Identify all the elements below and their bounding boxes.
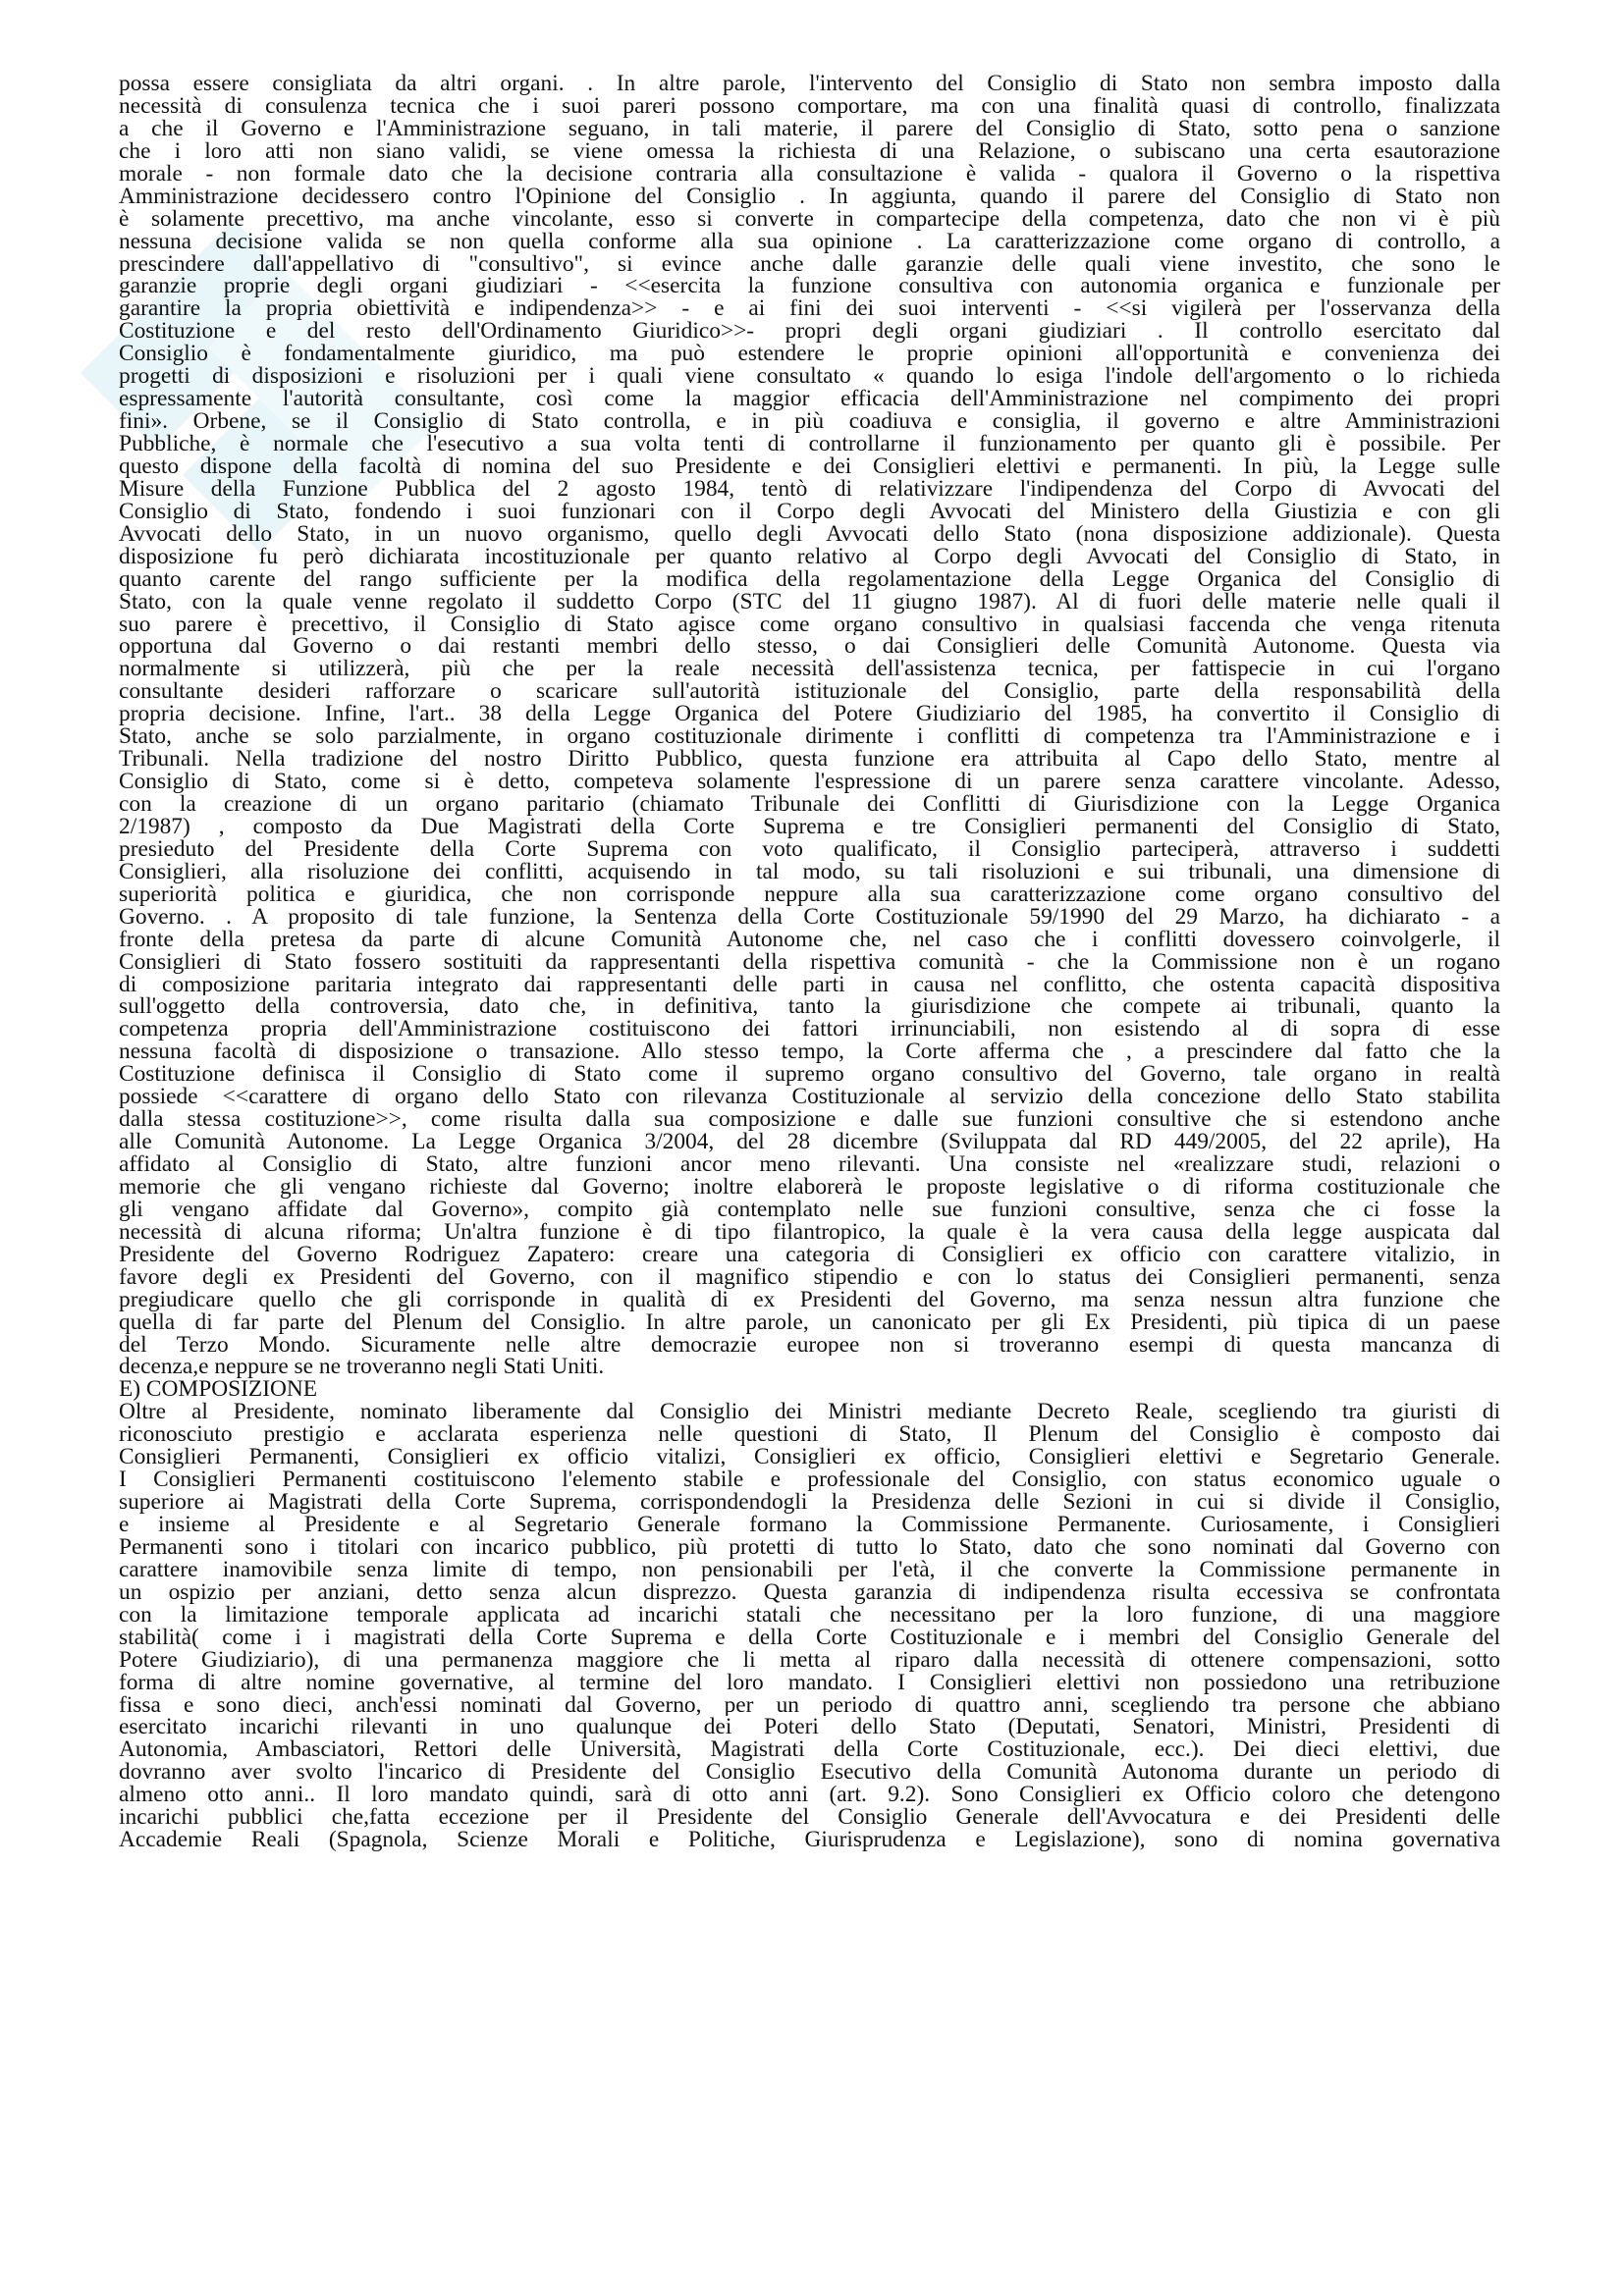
text-line: possiede <<carattere di organo dello Stato con rilevanza Costituzionale al servizio della concezione dello Stato stabilita <box>119 1086 1500 1109</box>
text-line: affidato al Consiglio di Stato, altre funzioni ancor meno rilevanti. Una consiste nel «realizzare studi, relazioni o <box>119 1153 1500 1176</box>
text-line: Consiglieri, alla risoluzione dei conflitti, acquisendo in tal modo, su tali risoluzioni e sui tribunali, una dimensione di <box>119 860 1500 883</box>
text-line: Governo. . A proposito di tale funzione, la Sentenza della Corte Costituzionale 59/1990 del 29 Marzo, ha dichiarato - a <box>119 905 1500 929</box>
text-line: con la limitazione temporale applicata ad incarichi statali che necessitano per la loro funzione, di una maggiore <box>119 1603 1500 1627</box>
text-line: memorie che gli vengano richieste dal Governo; inoltre elaborerà le proposte legislative o di riforma costituzionale che <box>119 1175 1500 1199</box>
text-line: fronte della pretesa da parte di alcune Comunità Autonome che, nel caso che i conflitti dovessero coinvolgerle, il <box>119 928 1500 951</box>
text-line: superiore ai Magistrati della Corte Suprema, corrispondendogli la Presidenza delle Sezioni in cui si divide il Consiglio, <box>119 1491 1500 1514</box>
text-line: propria decisione. Infine, l'art.. 38 della Legge Organica del Potere Giudiziario del 1985, ha convertito il Consiglio di <box>119 703 1500 726</box>
text-line: favore degli ex Presidenti del Governo, con il magnifico stipendio e con lo status dei Consiglieri permanenti, senza <box>119 1265 1500 1289</box>
text-line: garantire la propria obiettività e indipendenza>> - e ai fini dei suoi interventi - <<si vigilerà per l'osservanza della <box>119 297 1500 321</box>
section-heading: E) COMPOSIZIONE <box>119 1378 318 1402</box>
text-line: Consiglio di Stato, fondendo i suoi funzionari con il Corpo degli Avvocati del Ministero della Giustizia e con gli <box>119 500 1500 523</box>
text-line: dovranno aver svolto l'incarico di Presidente del Consiglio Esecutivo della Comunità Autonoma durante un periodo di <box>119 1761 1500 1785</box>
text-line: stabilità( come i i magistrati della Corte Suprema e della Corte Costituzionale e i membri del Consiglio Generale del <box>119 1626 1500 1649</box>
text-line: Costituzione e del resto dell'Ordinamento Giuridico>>- propri degli organi giudiziari . Il controllo esercitato dal <box>119 320 1500 344</box>
text-line: di composizione paritaria integrato dai rappresentanti delle parti in causa nel conflitto, che ostenta capacità dispositiva <box>119 973 1500 996</box>
text-line: dalla stessa costituzione>>, come risulta dalla sua composizione e dalle sue funzioni consultive che si estendono anche <box>119 1108 1500 1132</box>
text-line: superiorità politica e giuridica, che non corrisponde neppure alla sua caratterizzazione come organo consultivo del <box>119 882 1500 906</box>
text-line: presieduto del Presidente della Corte Suprema con voto qualificato, il Consiglio parteciperà, attraverso i suddetti <box>119 837 1500 861</box>
text-line: necessità di alcuna riforma; Un'altra funzione è di tipo filantropico, la quale è la vera causa della legge auspicata dal <box>119 1220 1500 1244</box>
text-line: Amministrazione decidessero contro l'Opinione del Consiglio . In aggiunta, quando il parere del Consiglio di Stato non <box>119 185 1500 208</box>
text-line: prescindere dall'appellativo di "consultivo", si evince anche dalle garanzie delle quali viene investito, che sono le <box>119 252 1500 276</box>
text-line: Accademie Reali (Spagnola, Scienze Morali e Politiche, Giurisprudenza e Legislazione), sono di nomina governativa <box>119 1829 1500 1852</box>
text-line: possa essere consigliata da altri organi. . In altre parole, l'intervento del Consiglio di Stato non sembra imposto dalla <box>119 73 1500 95</box>
text-line: progetti di disposizioni e risoluzioni per i quali viene consultato « quando lo esiga l'indole dell'argomento o lo richieda <box>119 365 1500 389</box>
text-line: Permanenti sono i titolari con incarico pubblico, più protetti di tutto lo Stato, dato che sono nominati dal Governo con <box>119 1535 1500 1559</box>
text-line: espressamente l'autorità consultante, così come la maggior efficacia dell'Amministrazione nel compimento dei propri <box>119 388 1500 411</box>
text-line: nessuna facoltà di disposizione o transazione. Allo stesso tempo, la Corte afferma che , a prescindere dal fatto che la <box>119 1041 1500 1064</box>
text-line: alle Comunità Autonome. La Legge Organica 3/2004, del 28 dicembre (Sviluppata dal RD 449/2005, del 22 aprile), Ha <box>119 1131 1500 1153</box>
text-line: Potere Giudiziario), di una permanenza maggiore che li metta al riparo dalla necessità di ottenere compensazioni, sotto <box>119 1648 1500 1672</box>
text-line: Consiglieri di Stato fossero sostituiti da rappresentanti della rispettiva comunità - che la Commissione non è un rogano <box>119 950 1500 974</box>
text-line: Consiglio è fondamentalmente giuridico, ma può estendere le proprie opinioni all'opportunità e convenienza dei <box>119 343 1500 366</box>
text-line: Avvocati dello Stato, in un nuovo organismo, quello degli Avvocati dello Stato (nona disposizione addizionale). Questa <box>119 522 1500 546</box>
text-line: garanzie proprie degli organi giudiziari - <<esercita la funzione consultiva con autonomia organica e funzionale per <box>119 275 1500 298</box>
text-line: Tribunali. Nella tradizione del nostro Diritto Pubblico, questa funzione era attribuita al Capo dello Stato, mentre al <box>119 748 1500 772</box>
text-line: opportuna dal Governo o dai restanti membri dello stesso, o dai Consiglieri delle Comunità Autonome. Questa via <box>119 635 1500 659</box>
text-line: esercitato incarichi rilevanti in uno qualunque dei Poteri dello Stato (Deputati, Senatori, Ministri, Presidenti di <box>119 1716 1500 1739</box>
text-line: forma di altre nomine governative, al termine del loro mandato. I Consiglieri elettivi non possiedono una retribuzione <box>119 1671 1500 1694</box>
text-line: gli vengano affidate dal Governo», compito già contemplato nelle sue funzioni consultive, senza che ci fosse la <box>119 1198 1500 1221</box>
text-line: suo parere è precettivo, il Consiglio di Stato agisce come organo consultivo in qualsiasi faccenda che venga ritenuta <box>119 613 1500 636</box>
document-body <box>119 73 1500 1851</box>
text-line: necessità di consulenza tecnica che i suoi pareri possono comportare, ma con una finalità quasi di controllo, finalizzata <box>119 94 1500 118</box>
text-line: Consiglieri Permanenti, Consiglieri ex officio vitalizi, Consiglieri ex officio, Consiglieri elettivi e Segretario Generale. <box>119 1446 1500 1469</box>
text-line: 2/1987) , composto da Due Magistrati della Corte Suprema e tre Consiglieri permanenti del Consiglio di Stato, <box>119 815 1500 838</box>
text-line: Costituzione definisca il Consiglio di Stato come il supremo organo consultivo del Governo, tale organo in realtà <box>119 1063 1500 1087</box>
text-line: è solamente precettivo, ma anche vincolante, esso si converte in compartecipe della competenza, dato che non vi è più <box>119 207 1500 231</box>
text-line: disposizione fu però dichiarata incostituzionale per quanto relativo al Corpo degli Avvocati del Consiglio di Stato, in <box>119 545 1500 568</box>
text-line: I Consiglieri Permanenti costituiscono l'elemento stabile e professionale del Consiglio, con status economico uguale o <box>119 1468 1500 1492</box>
text-line: fissa e sono dieci, anch'essi nominati dal Governo, per un periodo di quattro anni, scegliendo tra persone che abbiano <box>119 1693 1500 1717</box>
text-line: Misure della Funzione Pubblica del 2 agosto 1984, tentò di relativizzare l'indipendenza del Corpo di Avvocati del <box>119 477 1500 501</box>
text-line: Autonomia, Ambasciatori, Rettori delle Università, Magistrati della Corte Costituzionale, ecc.). Dei dieci elettivi, due <box>119 1738 1500 1762</box>
text-line: Stato, anche se solo parzialmente, in organo costituzionale dirimente i conflitti di competenza tra l'Amministrazione e i <box>119 725 1500 749</box>
text-line: consultante desideri rafforzare o scaricare sull'autorità istituzionale del Consiglio, parte della responsabilità della <box>119 680 1500 704</box>
text-line: carattere inamovibile senza limite di tempo, non pensionabili per l'età, il che converte la Commissione permanente in <box>119 1558 1500 1581</box>
text-line: normalmente si utilizzerà, più che per la reale necessità dell'assistenza tecnica, per fattispecie in cui l'organo <box>119 658 1500 681</box>
text-line: del Terzo Mondo. Sicuramente nelle altre democrazie europee non si troveranno esempi di questa mancanza di <box>119 1333 1500 1357</box>
text-line: quanto carente del rango sufficiente per la modifica della regolamentazione della Legge Organica del Consiglio di <box>119 567 1500 591</box>
text-line: questo dispone della facoltà di nomina del suo Presidente e dei Consiglieri elettivi e permanenti. In più, la Legge sulle <box>119 454 1500 478</box>
text-line: competenza propria dell'Amministrazione costituiscono dei fattori irrinunciabili, non esistendo al di sopra di esse <box>119 1018 1500 1041</box>
text-line: decenza,e neppure se ne troveranno negli Stati Uniti. <box>119 1356 605 1379</box>
text-line: un ospizio per anziani, detto senza alcun disprezzo. Questa garanzia di indipendenza risulta eccessiva se confrontata <box>119 1580 1500 1604</box>
text-line: morale - non formale dato che la decisione contraria alla consultazione è valida - qualora il Governo o la rispettiva <box>119 162 1500 186</box>
text-line: pregiudicare quello che gli corrisponde in qualità di ex Presidenti del Governo, ma senza nessun altra funzione che <box>119 1288 1500 1311</box>
text-line: sull'oggetto della controversia, dato che, in definitiva, tanto la giurisdizione che compete ai tribunali, quanto la <box>119 995 1500 1019</box>
text-line: Pubbliche, è normale che l'esecutivo a sua volta tenti di controllarne il funzionamento per quanto gli è possibile. Per <box>119 433 1500 455</box>
text-line: con la creazione di un organo paritario (chiamato Tribunale dei Conflitti di Giurisdizione con la Legge Organica <box>119 793 1500 816</box>
text-line: quella di far parte del Plenum del Consiglio. In altre parole, un canonicato per gli Ex Presidenti, più tipica di un paese <box>119 1310 1500 1334</box>
text-line: a che il Governo e l'Amministrazione seguano, in tali materie, il parere del Consiglio di Stato, sotto pena o sanzione <box>119 117 1500 140</box>
text-line: incarichi pubblici che,fatta eccezione per il Presidente del Consiglio Generale dell'Avvocatura e dei Presidenti delle <box>119 1806 1500 1830</box>
text-line: Oltre al Presidente, nominato liberamente dal Consiglio dei Ministri mediante Decreto Reale, scegliendo tra giuristi di <box>119 1401 1500 1424</box>
text-line: Presidente del Governo Rodriguez Zapatero: creare una categoria di Consiglieri ex officio con carattere vitalizio, in <box>119 1243 1500 1266</box>
text-line: Stato, con la quale venne regolato il suddetto Corpo (STC del 11 giugno 1987). Al di fuori delle materie nelle quali il <box>119 590 1500 614</box>
text-line: e insieme al Presidente e al Segretario Generale formano la Commissione Permanente. Curiosamente, i Consiglieri <box>119 1514 1500 1536</box>
text-line: fini». Orbene, se il Consiglio di Stato controlla, e in più coadiuva e consiglia, il governo e altre Amministrazioni <box>119 410 1500 433</box>
text-line: almeno otto anni.. Il loro mandato quindi, sarà di otto anni (art. 9.2). Sono Consiglieri ex Officio coloro che detengono <box>119 1784 1500 1807</box>
text-line: che i loro atti non siano validi, se viene omessa la richiesta di una Relazione, o subiscano una certa esautorazione <box>119 139 1500 163</box>
text-line: Consiglio di Stato, come si è detto, competeva solamente l'espressione di un parere senza carattere vincolante. Adesso, <box>119 771 1500 793</box>
text-line: nessuna decisione valida se non quella conforme alla sua opinione . La caratterizzazione come organo di controllo, a <box>119 230 1500 253</box>
text-line: riconosciuto prestigio e acclarata esperienza nelle questioni di Stato, Il Plenum del Consiglio è composto dai <box>119 1423 1500 1447</box>
